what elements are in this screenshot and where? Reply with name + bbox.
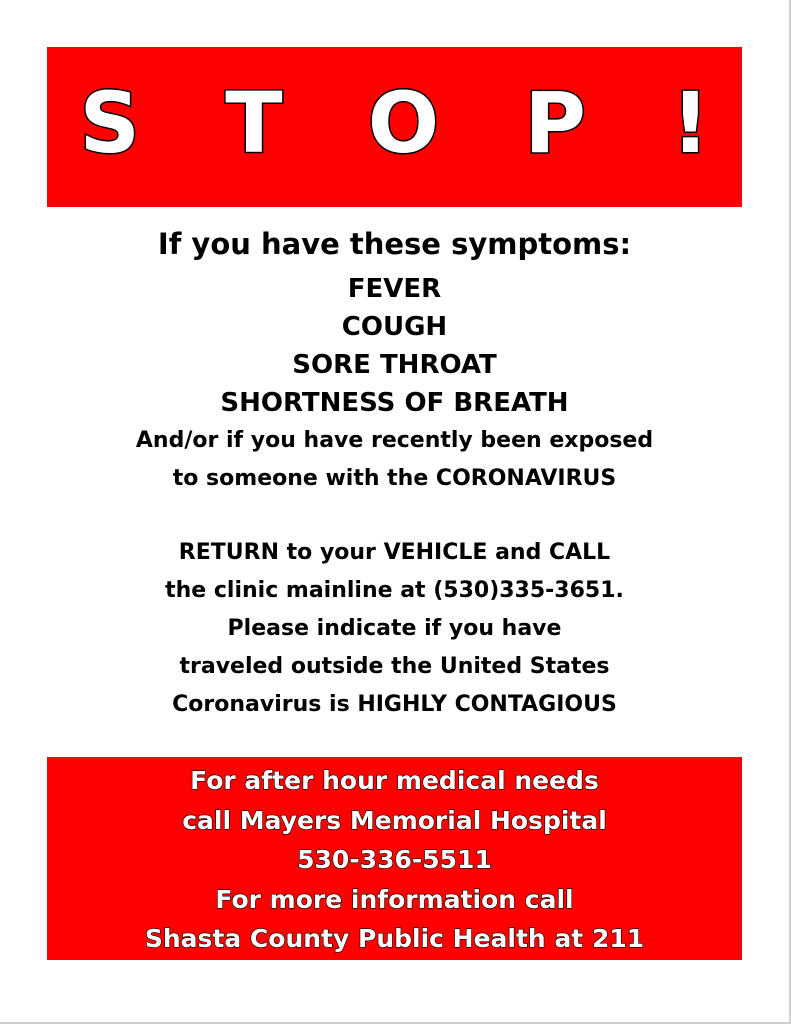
contact-line: call Mayers Memorial Hospital <box>182 805 607 835</box>
symptom-item: SORE THROAT <box>292 350 497 380</box>
hospital-phone: 530-336-5511 <box>297 845 492 874</box>
instruction-line: traveled outside the United States <box>179 654 610 679</box>
contact-line: Shasta County Public Health at 211 <box>144 924 645 953</box>
symptom-item: COUGH <box>341 312 448 342</box>
instruction-line: Coronavirus is HIGHLY CONTAGIOUS <box>172 692 617 717</box>
symptom-item: SHORTNESS OF BREATH <box>220 388 569 418</box>
stop-title: S T O P ! <box>79 74 738 172</box>
exposure-line: to someone with the CORONAVIRUS <box>172 466 617 491</box>
stop-banner <box>47 47 742 207</box>
contact-line: For after hour medical needs <box>190 766 599 795</box>
symptom-item: FEVER <box>347 274 442 304</box>
spacer <box>47 498 742 534</box>
symptoms-heading: If you have these symptoms: <box>157 227 632 261</box>
contact-line: For more information call <box>215 884 574 914</box>
exposure-line: And/or if you have recently been exposed <box>135 428 654 453</box>
instruction-line: the clinic mainline at (530)335-3651. <box>165 578 624 603</box>
notice-body <box>47 222 742 724</box>
contact-banner <box>47 757 742 960</box>
instruction-line: RETURN to your VEHICLE and CALL <box>178 540 611 565</box>
instruction-line: Please indicate if you have <box>227 616 562 641</box>
